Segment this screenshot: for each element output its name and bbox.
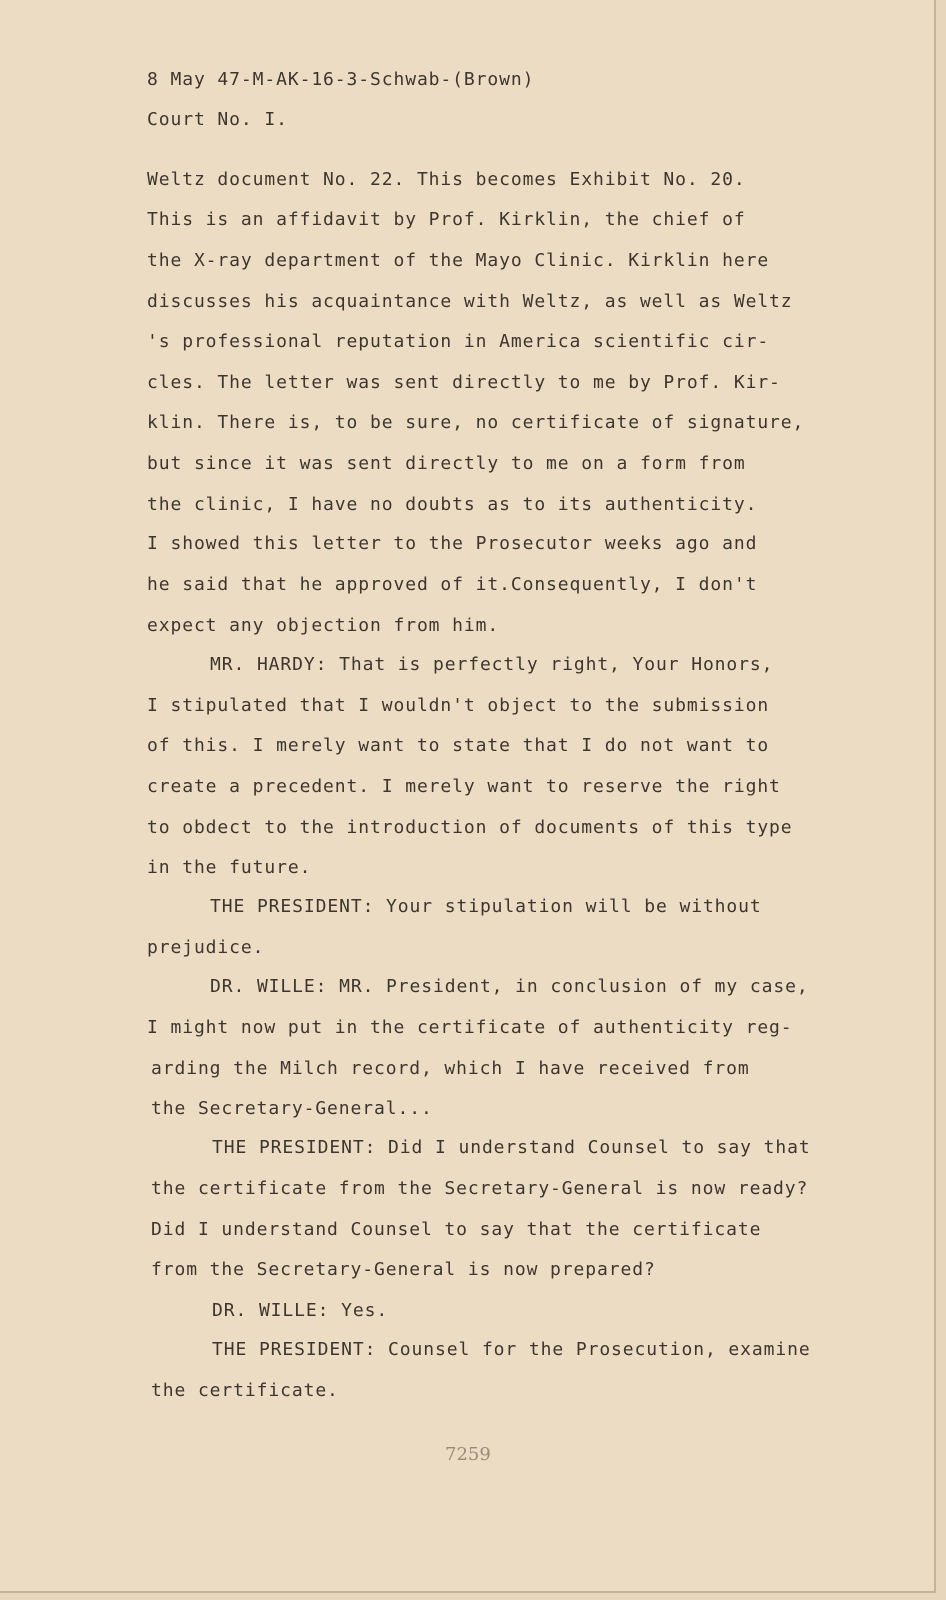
transcript-line: from the Secretary-General is now prepared? (151, 1259, 656, 1280)
transcript-line: prejudice. (147, 937, 265, 958)
speaker-line: THE PRESIDENT: Your stipulation will be without (210, 896, 762, 917)
transcript-line: discusses his acquaintance with Weltz, as well as Weltz (147, 291, 793, 312)
speaker-line: DR. WILLE: MR. President, in conclusion of my case, (210, 976, 809, 997)
transcript-line: to obdect to the introduction of documents of this type (147, 817, 793, 838)
court-number: Court No. I. (147, 109, 288, 130)
transcript-line: create a precedent. I merely want to reserve the right (147, 776, 781, 797)
transcript-line: 's professional reputation in America scientific cir- (147, 331, 770, 352)
transcript-line: I might now put in the certificate of authenticity reg- (147, 1017, 793, 1038)
transcript-line: klin. There is, to be sure, no certificate of signature, (147, 412, 805, 433)
page-number: 7259 (445, 1444, 491, 1465)
transcript-line: Did I understand Counsel to say that the certificate (151, 1219, 762, 1240)
transcript-line: This is an affidavit by Prof. Kirklin, the chief of (147, 209, 746, 230)
speaker-line: DR. WILLE: Yes. (212, 1300, 389, 1321)
speaker-line: THE PRESIDENT: Counsel for the Prosecution, examine (212, 1339, 811, 1360)
transcript-line: expect any objection from him. (147, 615, 500, 636)
transcript-line: Weltz document No. 22. This becomes Exhibit No. 20. (147, 169, 746, 190)
transcript-line: but since it was sent directly to me on a form from (147, 453, 746, 474)
transcript-line: in the future. (147, 857, 312, 878)
transcript-line: the certificate. (151, 1380, 339, 1401)
speaker-line: MR. HARDY: That is perfectly right, Your Honors, (210, 654, 774, 675)
transcript-line: of this. I merely want to state that I do not want to (147, 735, 770, 756)
session-header: 8 May 47-M-AK-16-3-Schwab-(Brown) (147, 69, 535, 90)
transcript-line: the clinic, I have no doubts as to its authenticity. (147, 494, 758, 515)
transcript-line: cles. The letter was sent directly to me by Prof. Kir- (147, 372, 781, 393)
transcript-line: the certificate from the Secretary-General is now ready? (151, 1178, 809, 1199)
transcript-line: the Secretary-General... (151, 1098, 433, 1119)
transcript-line: he said that he approved of it.Consequently, I don't (147, 574, 758, 595)
transcript-line: I stipulated that I wouldn't object to the submission (147, 695, 770, 716)
transcript-line: I showed this letter to the Prosecutor weeks ago and (147, 533, 758, 554)
speaker-line: THE PRESIDENT: Did I understand Counsel to say that (212, 1137, 811, 1158)
transcript-line: arding the Milch record, which I have received from (151, 1058, 750, 1079)
transcript-line: the X-ray department of the Mayo Clinic. Kirklin here (147, 250, 770, 271)
